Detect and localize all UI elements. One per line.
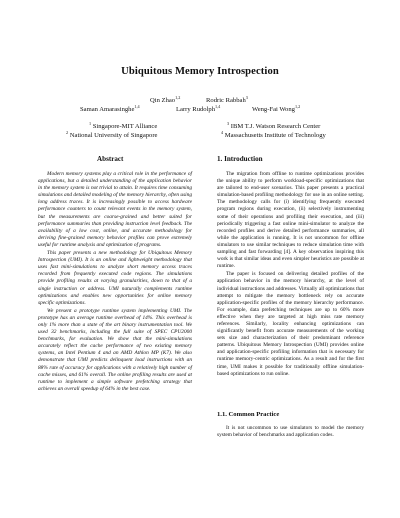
- author-name: Larry Rudolph: [176, 106, 216, 113]
- author-sup: 1,2: [175, 95, 181, 100]
- affiliation-text: Singapore-MIT Alliance: [92, 123, 158, 130]
- author: [206, 97, 248, 104]
- affiliation-text: National University of Singapore: [69, 132, 158, 139]
- affiliation-sup: 1: [89, 121, 92, 126]
- subsection-body: [217, 425, 364, 439]
- affiliation-sup: 3: [227, 121, 230, 126]
- introduction-body: [217, 171, 364, 378]
- author-sup: 1,4: [215, 104, 221, 109]
- subsection-heading: 1.1. Common Practice: [217, 411, 280, 418]
- author-name: Weng-Fai Wong: [252, 106, 295, 113]
- abstract-paragraph: Modern memory systems play a critical role in the performance of applications, but a detailed understanding of the application behavior in the memory system is not trivial to attain. It requires time consuming simulations and detailed modeling of the memory hierarchy, often using long address traces. It is increasingly possible to access hardware performance counters to count relevant events in the memory system, but the measurements are coarse-grained and better suited for performance summaries than providing instruction level feedback. The availability of a low cost, online, and accurate methodology for deriving fine-grained memory behavior profiles can prove extremely useful for runtime analysis and optimization of programs.: [38, 171, 192, 248]
- affiliation: [221, 132, 326, 139]
- introduction-heading: 1. Introduction: [217, 155, 263, 163]
- subsection-paragraph: It is not uncommon to use simulators to model the memory system behavior of benchmarks and application codes.: [217, 425, 364, 439]
- abstract-paragraph: This paper presents a new methodology for Ubiquitous Memory Introspection (UMI). It is an online and lightweight methodology that uses fast mini-simulations to analyze short memory access traces recorded from frequently executed code regions. The simulations provide profiling results at varying granularities, down to that of a single instruction or address. UMI naturally complements runtime optimizations and enables new opportunities for online memory specific optimizations.: [38, 250, 192, 306]
- abstract-heading: Abstract: [97, 155, 124, 163]
- affiliation-text: IBM T.J. Watson Research Center: [230, 123, 321, 130]
- affiliation-text: Massachusetts Institute of Technology: [224, 132, 326, 139]
- author-name: Rodric Rabbah: [206, 97, 246, 104]
- affiliation: [227, 123, 320, 130]
- author-sup: 3: [245, 95, 248, 100]
- author-sup: 1,4: [134, 104, 140, 109]
- affiliation: [89, 123, 157, 130]
- author: [176, 106, 220, 113]
- abstract-body: [38, 171, 192, 393]
- introduction-paragraph: The paper is focused on delivering detailed profiles of the application behavior in the memory hierarchy, at the level of individual instructions and addresses. Virtually all optimizations that attempt to mitigate the memory bottleneck rely on accurate application-specific profiles of the memory hierarchy performance. For example, data prefetching techniques are up to 60% more effective when they are targeted at high miss rate memory references. Similarly, locality enhancing optimizations can significantly benefit from accurate measurements of the working sets size and characterization of their predominant reference patterns. Ubiquitous Memory Introspection (UMI) provides online and application-specific profiling information that is necessary for runtime memory-centric optimizations. As a result and for the first time, UMI makes it possible for traditionally offline simulation-based optimizations to run online.: [217, 271, 364, 377]
- affiliation-sup: 2: [66, 130, 69, 135]
- abstract-paragraph: We present a prototype runtime system implementing UMI. The prototype has an average runtime overhead of 14%. This overhead is only 1% more than a state of the art binary instrumentation tool. We used 32 benchmarks, including the full suite of SPEC CPU2000 benchmarks, for evaluation. We show that the mini-simulations accurately reflect the cache performance of two existing memory systems, an Intel Pentium 4 and an AMD Athlon MP (K7). We also demonstrate that UMI predicts delinquent load instructions with an 88% rate of accuracy for applications with a relatively high number of cache misses, and 61% overall. The online profiling results are used at runtime to implement a simple software prefetching strategy that achieves an overall speedup of 64% in the best case.: [38, 307, 192, 392]
- author: [80, 106, 140, 113]
- author: [150, 97, 180, 104]
- affiliation-sup: 4: [221, 130, 224, 135]
- introduction-paragraph: The migration from offline to runtime optimizations provides the unique ability to perform workload-specific optimizations that are tailored to end-user scenarios. This paper presents a practical simulation-based profiling methodology for use in an online setting. The methodology calls for (i) identifying frequently executed program regions during execution, (ii) selectively instrumenting some of their operations and profiling their execution, and (iii) periodically triggering a fast online mini-simulator to analyze the recorded profiles and derive detailed performance summaries, all while the application is running. It is not uncommon for offline simulators to use similar techniques to reduce simulation time with sampling and fast forwarding [4]. A key observation inspiring this work is that similar ideas and even simpler heuristics are possible at runtime.: [217, 171, 364, 270]
- paper-title: Ubiquitous Memory Introspection: [121, 66, 279, 77]
- affiliation: [66, 132, 157, 139]
- author: [252, 106, 300, 113]
- author-sup: 1,2: [294, 104, 301, 109]
- author-name: Qin Zhao: [150, 97, 176, 104]
- author-name: Saman Amarasinghe: [80, 106, 135, 113]
